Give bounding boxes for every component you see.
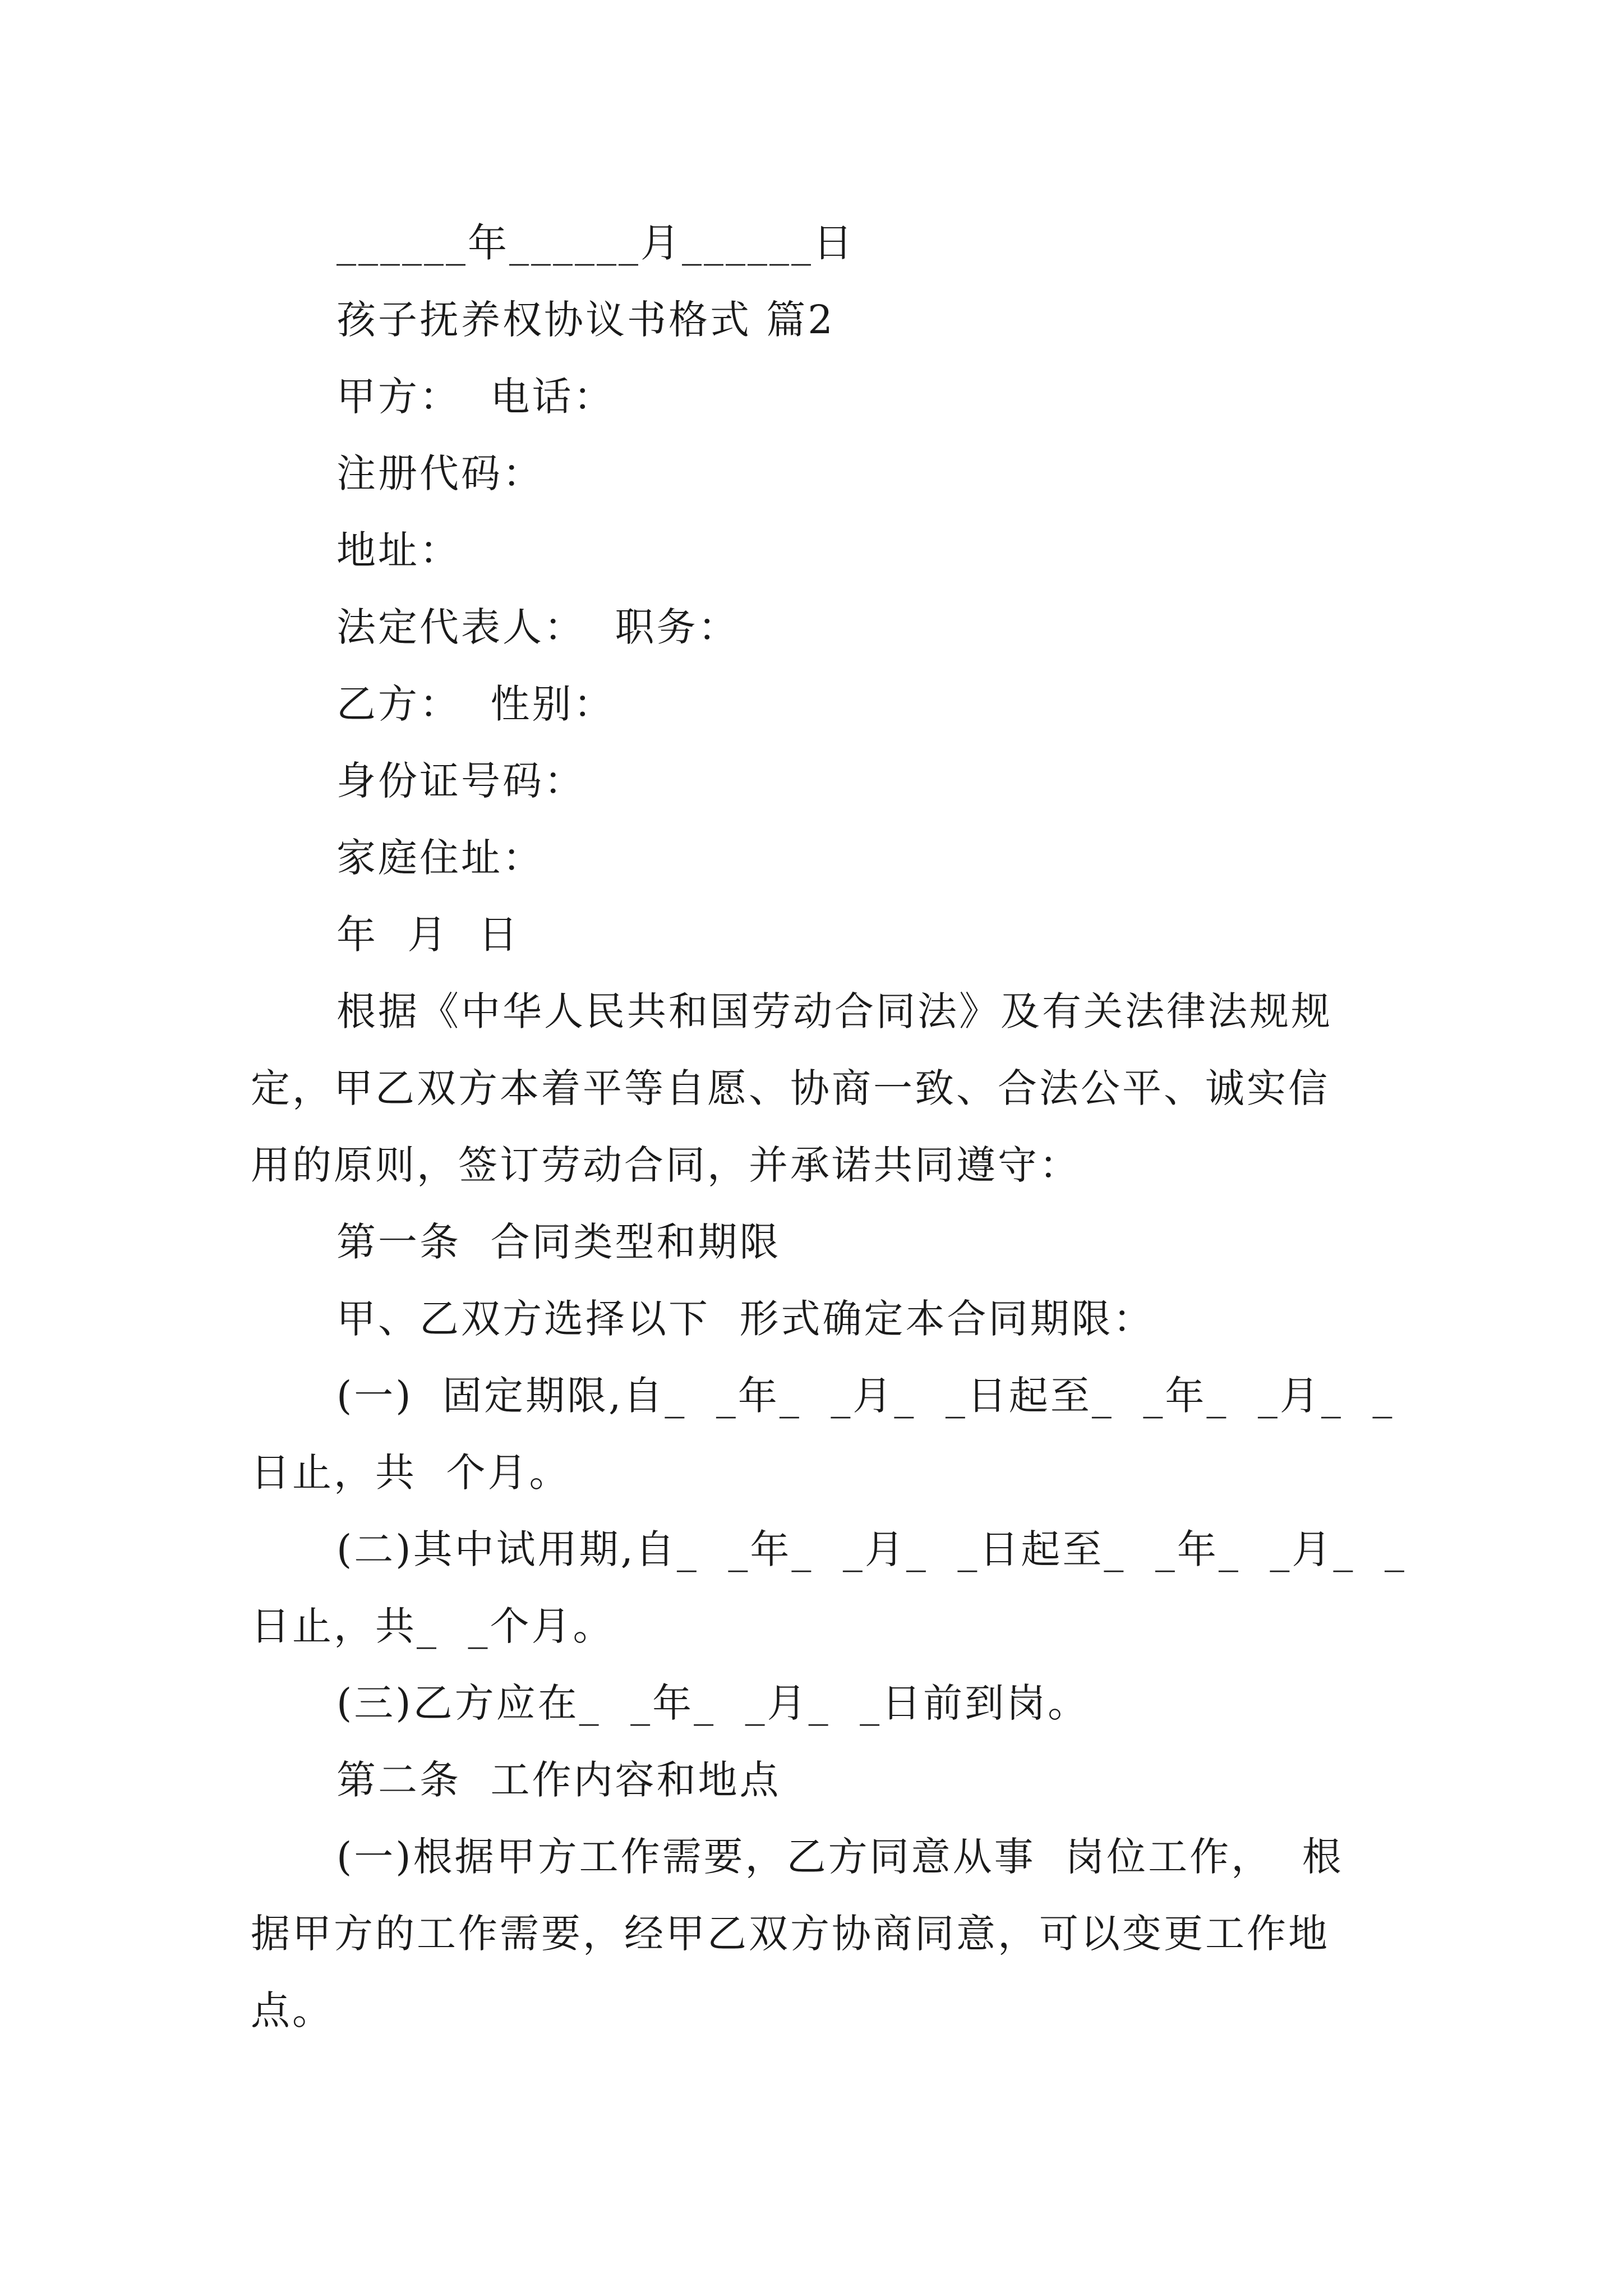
party-a-phone: 甲方： 电话： xyxy=(336,374,615,420)
paragraph-line: 甲、乙双方选择以下 形式确定本合同期限： xyxy=(336,1296,1155,1342)
address: 地址： xyxy=(336,527,461,573)
id-number: 身份证号码： xyxy=(336,758,585,804)
paragraph-line: 定，甲乙双方本着平等自愿、协商一致、合法公平、诚实信 xyxy=(251,1065,1330,1111)
paragraph-line: (一)根据甲方工作需要，乙方同意从事 岗位工作， 根 xyxy=(336,1834,1344,1880)
paragraph-line: 日止，共 个月。 xyxy=(251,1450,571,1496)
paragraph-line: 根据《中华人民共和国劳动合同法》及有关法律法规规 xyxy=(336,988,1332,1034)
paragraph-line: 点。 xyxy=(251,1987,334,2033)
legal-representative: 法定代表人： 职务： xyxy=(336,604,740,650)
paragraph-line: (三)乙方应在_ _年_ _月_ _日前到岗。 xyxy=(336,1680,1090,1726)
paragraph-line: 据甲方的工作需要，经甲乙双方协商同意，可以变更工作地 xyxy=(251,1911,1330,1957)
registration-code: 注册代码： xyxy=(336,450,544,496)
paragraph-line: 用的原则，签订劳动合同，并承诺共同遵守： xyxy=(251,1142,1081,1188)
date-blank-line: ______年______月______日 xyxy=(336,220,855,266)
party-b-gender: 乙方： 性别： xyxy=(336,681,615,727)
article-heading: 第一条 合同类型和期限 xyxy=(336,1219,781,1265)
paragraph-line: 日止，共_ _个月。 xyxy=(251,1603,615,1649)
article-heading: 第二条 工作内容和地点 xyxy=(336,1757,781,1803)
home-address: 家庭住址： xyxy=(336,835,544,881)
date-line: 年 月 日 xyxy=(336,912,520,958)
paragraph-line: (一) 固定期限,自_ _年_ _月_ _日起至_ _年_ _月_ _ xyxy=(336,1373,1395,1419)
section-title: 孩子抚养权协议书格式 篇2 xyxy=(336,297,835,343)
paragraph-line: (二)其中试用期,自_ _年_ _月_ _日起至_ _年_ _月_ _ xyxy=(336,1526,1407,1572)
